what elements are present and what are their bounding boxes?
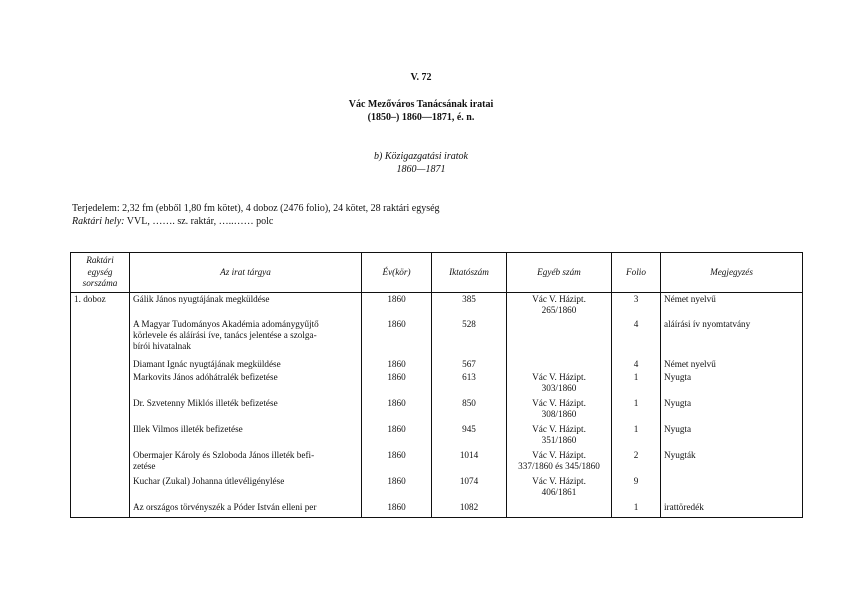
cell-folio xyxy=(612,359,661,372)
cell-subject-line: Obermajer Károly és Szloboda János illeték befi- xyxy=(133,449,315,460)
cell-subject xyxy=(130,502,362,518)
cell-note-line: Nyugta xyxy=(664,397,692,408)
location-label: Raktári hely: xyxy=(72,216,125,227)
cell-other-no xyxy=(507,424,612,450)
col-header-year: Év(kör) xyxy=(362,253,432,293)
cell-subject-line: bírói hivatalnak xyxy=(133,341,191,352)
table-row xyxy=(71,359,803,372)
cell-year xyxy=(362,359,432,372)
col-header-note: Megjegyzés xyxy=(661,253,803,293)
col-header-folio: Folio xyxy=(612,253,661,293)
cell-other-no xyxy=(507,450,612,476)
cell-note-line: Német nyelvű xyxy=(664,358,716,369)
record-table xyxy=(70,252,803,518)
cell-other-no-line: 406/1861 xyxy=(541,486,577,497)
cell-other-no xyxy=(507,359,612,372)
cell-year xyxy=(362,319,432,359)
cell-folio-line: 1 xyxy=(633,501,639,512)
table-row xyxy=(71,319,803,359)
cell-year-line: 1860 xyxy=(387,371,406,382)
cell-unit xyxy=(71,424,130,450)
cell-reg-no xyxy=(432,476,507,502)
cell-other-no xyxy=(507,476,612,502)
cell-year-line: 1860 xyxy=(387,423,406,434)
cell-other-no-line: 303/1860 xyxy=(541,382,577,393)
cell-note-line: Német nyelvű xyxy=(664,294,716,304)
cell-note xyxy=(661,359,803,372)
table-header-row xyxy=(71,253,803,293)
col-header-subject: Az irat tárgya xyxy=(130,253,362,293)
cell-year xyxy=(362,502,432,518)
cell-reg-no-line: 1014 xyxy=(459,449,479,460)
cell-folio-line: 4 xyxy=(633,358,639,369)
cell-note xyxy=(661,293,803,319)
cell-subject-line: Diamant Ignác nyugtájának megküldése xyxy=(133,358,281,369)
cell-unit xyxy=(71,502,130,518)
col-header-unit xyxy=(71,253,130,293)
cell-reg-no-line: 613 xyxy=(462,371,476,382)
cell-reg-no-line: 528 xyxy=(462,318,476,329)
cell-note xyxy=(661,372,803,398)
cell-year xyxy=(362,372,432,398)
cell-reg-no xyxy=(432,502,507,518)
cell-subject-line: Gálik János nyugtájának megküldése xyxy=(133,294,270,304)
cell-folio-line: 1 xyxy=(633,397,639,408)
cell-other-no xyxy=(507,372,612,398)
cell-reg-no-line: 1082 xyxy=(459,501,479,512)
cell-other-no xyxy=(507,398,612,424)
cell-subject xyxy=(130,398,362,424)
cell-year-line: 1860 xyxy=(387,449,406,460)
cell-year xyxy=(362,424,432,450)
cell-note-line: Nyugta xyxy=(664,371,692,382)
cell-other-no xyxy=(507,293,612,319)
cell-folio xyxy=(612,476,661,502)
cell-subject xyxy=(130,372,362,398)
cell-note-line: aláírási ív nyomtatvány xyxy=(664,318,751,329)
cell-subject-line: Kuchar (Zukal) Johanna útlevéligénylése xyxy=(133,475,285,486)
col-header-other-no: Egyéb szám xyxy=(507,253,612,293)
fonds-title xyxy=(0,98,842,124)
location-value: VVL, ……. sz. raktár, …..…… polc xyxy=(124,216,274,227)
table-row xyxy=(71,424,803,450)
cell-other-no-line: Vác V. Házipt. xyxy=(532,423,586,434)
cell-reg-no-line: 850 xyxy=(462,397,476,408)
cell-folio xyxy=(612,319,661,359)
col-header-unit-l3: sorszáma xyxy=(82,278,118,289)
section-title-line1: b) Közigazgatási iratok xyxy=(374,151,468,162)
cell-subject-line: zetése xyxy=(133,460,156,471)
cell-folio xyxy=(612,398,661,424)
table-row xyxy=(71,450,803,476)
section-title-line2: 1860—1871 xyxy=(396,164,446,175)
cell-subject xyxy=(130,293,362,319)
cell-note xyxy=(661,319,803,359)
cell-reg-no xyxy=(432,359,507,372)
cell-other-no-line: Vác V. Házipt. xyxy=(532,475,586,486)
cell-other-no-line: Vác V. Házipt. xyxy=(532,397,586,408)
cell-unit xyxy=(71,398,130,424)
table-row xyxy=(71,293,803,319)
cell-other-no-line: Vác V. Házipt. xyxy=(532,294,586,304)
cell-folio xyxy=(612,502,661,518)
cell-year-line: 1860 xyxy=(387,358,406,369)
cell-reg-no xyxy=(432,424,507,450)
table-row xyxy=(71,372,803,398)
table-row xyxy=(71,476,803,502)
cell-other-no-line: 308/1860 xyxy=(541,408,577,419)
cell-unit xyxy=(71,372,130,398)
cell-subject-line: körlevele és aláírási íve, tanács jelentése a szolga- xyxy=(133,329,317,340)
cell-subject-line: Az országos törvényszék a Póder István elleni per xyxy=(133,501,317,512)
cell-folio xyxy=(612,293,661,319)
cell-note-line: irattöredék xyxy=(664,501,704,512)
cell-reg-no-line: 385 xyxy=(462,294,476,304)
table-row xyxy=(71,398,803,424)
cell-reg-no-line: 1074 xyxy=(459,475,479,486)
cell-unit xyxy=(71,476,130,502)
cell-subject xyxy=(130,476,362,502)
cell-other-no-line: 337/1860 és 345/1860 xyxy=(518,460,600,471)
col-header-unit-l1: Raktári xyxy=(86,255,114,266)
col-header-unit-l2: egység xyxy=(87,266,113,277)
cell-other-no-line: Vác V. Házipt. xyxy=(532,371,586,382)
cell-other-no xyxy=(507,502,612,518)
extent-text: Terjedelem: 2,32 fm (ebből 1,80 fm kötet), 4 doboz (2476 folio), 24 kötet, 28 raktári egység xyxy=(72,203,440,214)
cell-reg-no xyxy=(432,450,507,476)
location-line xyxy=(72,215,440,228)
cell-other-no-line: 265/1860 xyxy=(541,305,577,316)
cell-reg-no-line: 567 xyxy=(462,358,476,369)
cell-reg-no xyxy=(432,319,507,359)
fonds-code: V. 72 xyxy=(410,72,432,83)
cell-subject-line: Dr. Szvetenny Miklós illeték befizetése xyxy=(133,397,278,408)
cell-year-line: 1860 xyxy=(387,294,406,304)
cell-folio-line: 2 xyxy=(633,449,639,460)
cell-unit-line: 1. doboz xyxy=(74,294,106,304)
cell-unit xyxy=(71,359,130,372)
cell-unit xyxy=(71,319,130,359)
cell-subject-line: Markovits János adóhátralék befizetése xyxy=(133,371,278,382)
cell-folio-line: 1 xyxy=(633,423,639,434)
cell-other-no-line: Vác V. Házipt. xyxy=(532,449,586,460)
cell-note-line: Nyugták xyxy=(664,449,696,460)
cell-folio-line: 9 xyxy=(633,475,639,486)
fonds-metadata xyxy=(72,202,440,228)
cell-note xyxy=(661,450,803,476)
cell-subject xyxy=(130,319,362,359)
cell-note xyxy=(661,424,803,450)
cell-folio-line: 4 xyxy=(633,318,639,329)
cell-unit xyxy=(71,293,130,319)
col-header-reg-no: Iktatószám xyxy=(432,253,507,293)
fonds-title-line2: (1850–) 1860—1871, é. n. xyxy=(367,112,475,123)
cell-folio xyxy=(612,450,661,476)
cell-folio xyxy=(612,372,661,398)
cell-note xyxy=(661,476,803,502)
cell-reg-no xyxy=(432,372,507,398)
cell-subject-line: Illek Vilmos illeték befizetése xyxy=(133,423,243,434)
cell-folio xyxy=(612,424,661,450)
cell-note-line: Nyugta xyxy=(664,423,692,434)
cell-subject-line: A Magyar Tudományos Akadémia adománygyűjtő xyxy=(133,318,319,329)
cell-year xyxy=(362,398,432,424)
cell-year-line: 1860 xyxy=(387,397,406,408)
cell-year xyxy=(362,293,432,319)
cell-year-line: 1860 xyxy=(387,475,406,486)
cell-note xyxy=(661,398,803,424)
cell-folio-line: 3 xyxy=(633,294,639,304)
cell-unit xyxy=(71,450,130,476)
cell-reg-no-line: 945 xyxy=(462,423,476,434)
cell-other-no xyxy=(507,319,612,359)
cell-other-no-line: 351/1860 xyxy=(541,434,577,445)
cell-note xyxy=(661,502,803,518)
cell-subject xyxy=(130,424,362,450)
cell-year xyxy=(362,450,432,476)
cell-year xyxy=(362,476,432,502)
cell-folio-line: 1 xyxy=(633,371,639,382)
section-title xyxy=(0,150,842,176)
cell-subject xyxy=(130,450,362,476)
cell-year-line: 1860 xyxy=(387,501,406,512)
cell-year-line: 1860 xyxy=(387,318,406,329)
cell-subject xyxy=(130,359,362,372)
table-row xyxy=(71,502,803,518)
fonds-title-line1: Vác Mezőváros Tanácsának iratai xyxy=(348,99,494,110)
cell-reg-no xyxy=(432,398,507,424)
cell-reg-no xyxy=(432,293,507,319)
